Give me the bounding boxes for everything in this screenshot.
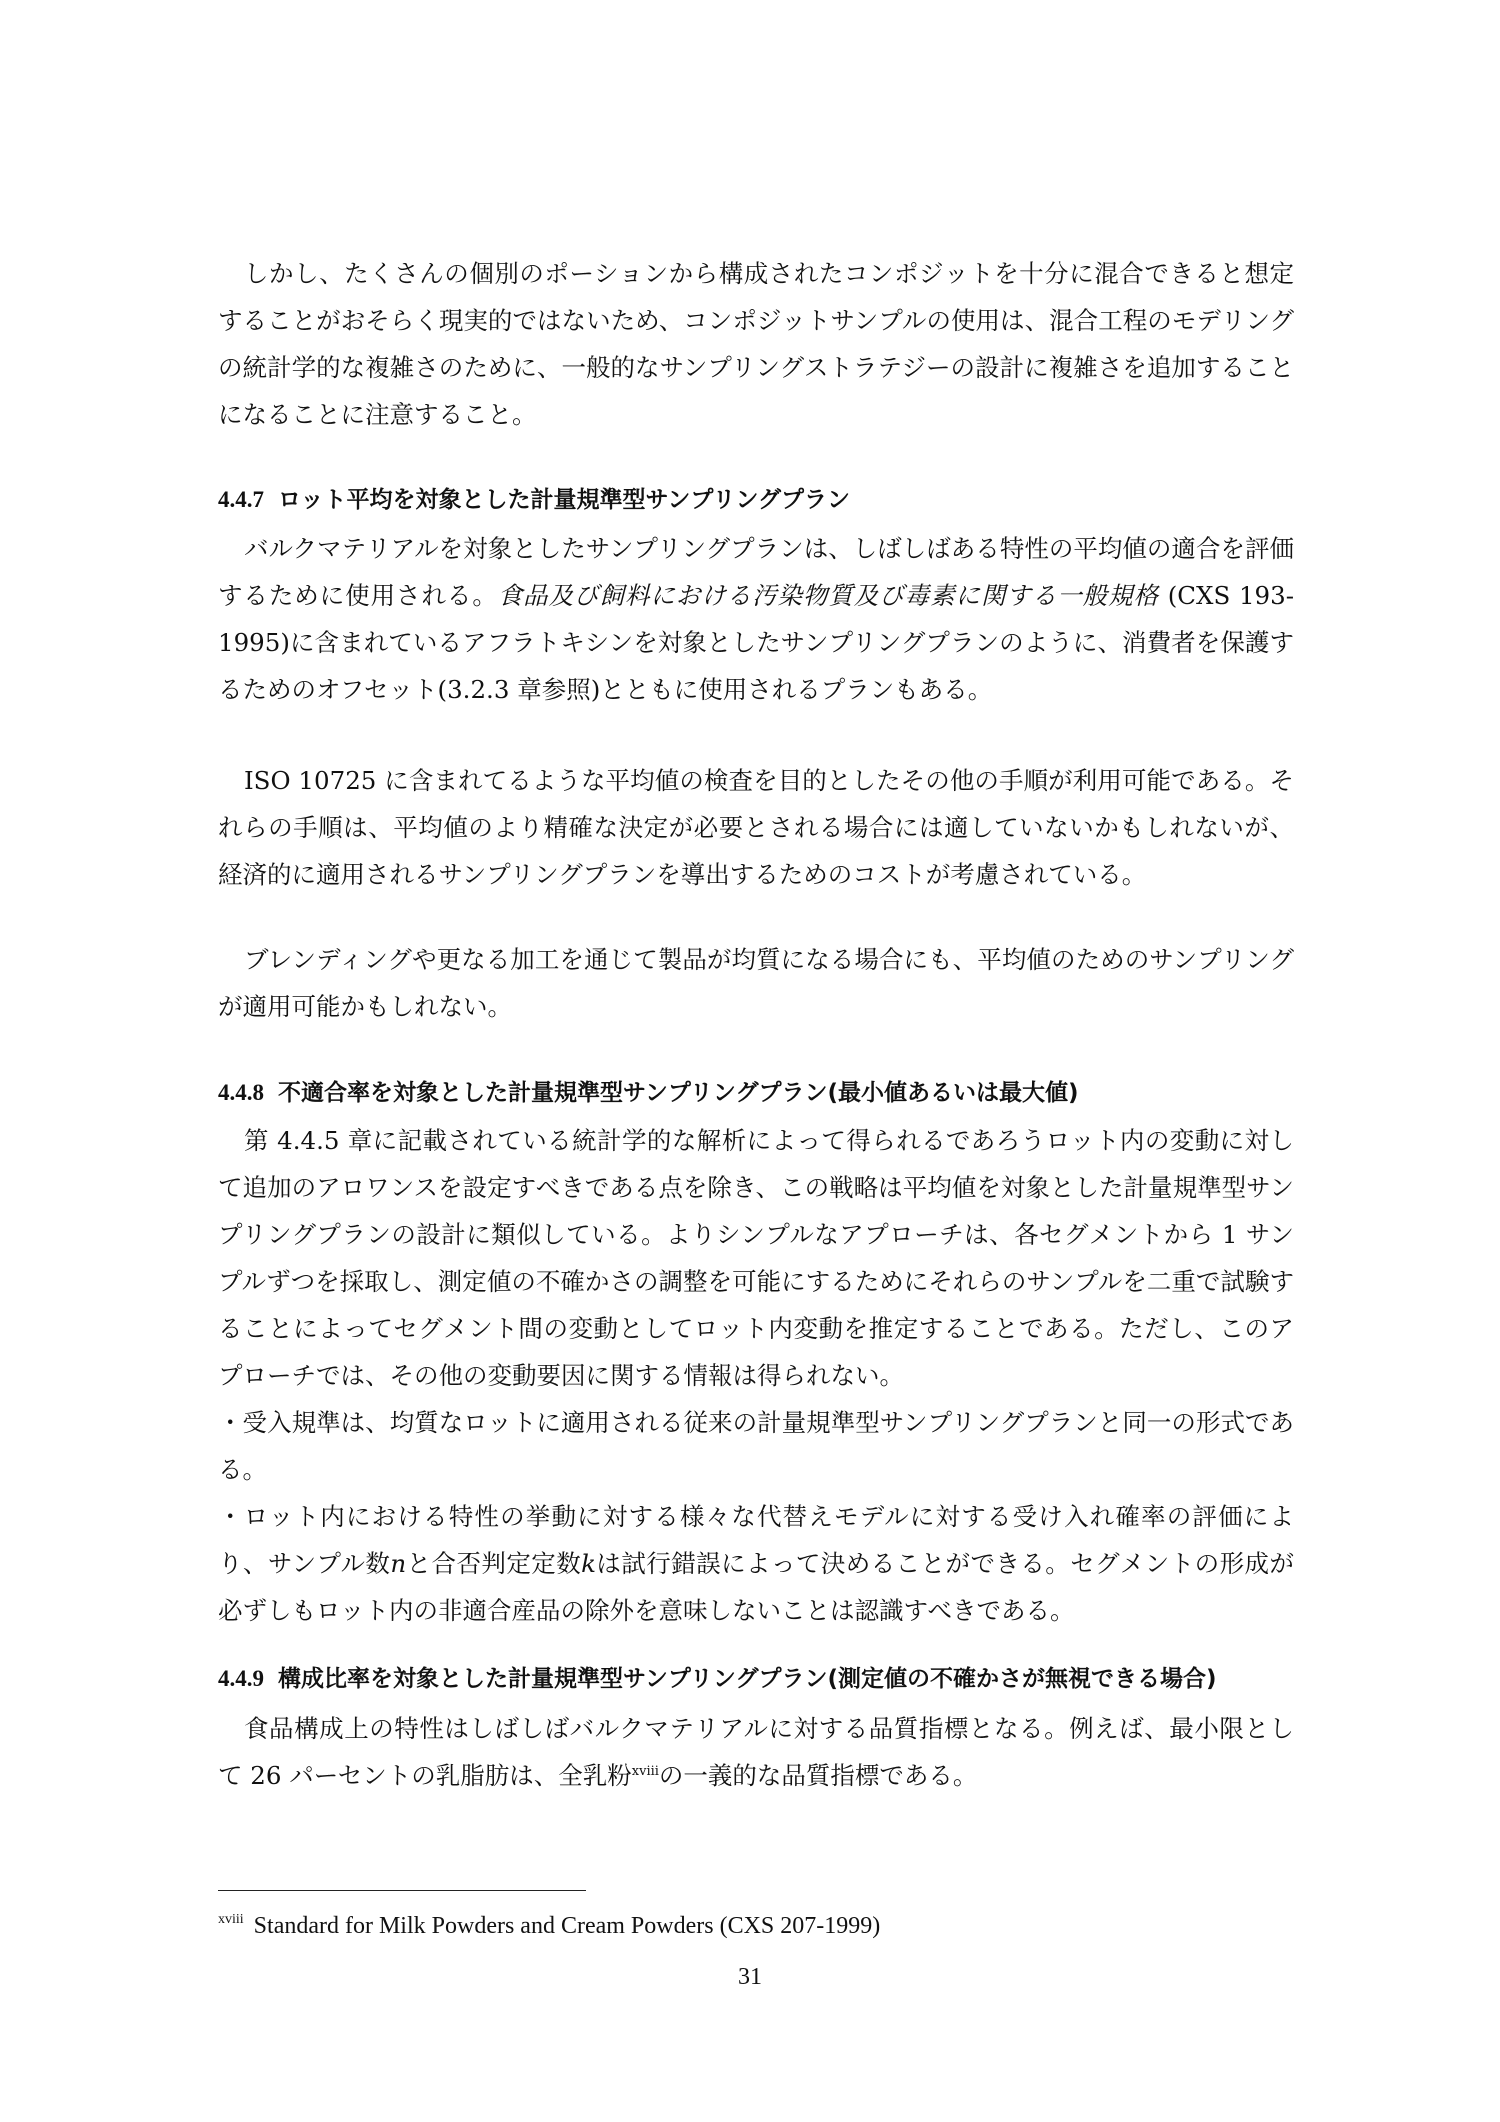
paragraph-milk-fat [218, 1705, 1294, 1799]
paragraph-lot-average-plan [218, 525, 1294, 713]
section-number: 4.4.7 [218, 487, 264, 512]
bullet-acceptance-criteria: ・受入規準は、均質なロットに適用される従来の計量規準型サンプリングプランと同一の形式である。 [218, 1408, 1294, 1484]
footnote-divider [218, 1890, 586, 1891]
section-heading-4-4-8 [218, 1073, 1294, 1113]
section-title: 不適合率を対象とした計量規準型サンプリングプラン(最小値あるいは最大値) [278, 1080, 1079, 1106]
section-heading-4-4-9 [218, 1659, 1294, 1699]
standard-title-italic: 食品及び飼料における汚染物質及び毒素に関する一般規格 [497, 581, 1159, 610]
paragraph-text: (CXS 193-1995)に含まれているアフラトキシンを対象としたサンプリングプランのように、消費者を保護するためのオフセット(3.2.3 章参照)とともに使用されるプランもある。 [218, 581, 1294, 704]
paragraph-iso-10725: ISO 10725 に含まれてるような平均値の検査を目的としたその他の手順が利用可能である。それらの手順は、平均値のより精確な決定が必要とされる場合には適していないかもしれないが、経済的に適用されるサンプリングプランを導出するためのコストが考慮されている。 [218, 766, 1294, 889]
footnote-text: Standard for Milk Powders and Cream Powders (CXS 207-1999) [253, 1913, 881, 1939]
paragraph-text: バルクマテリアルを対象としたサンプリングプランは、しばしばある特性の平均値の適合を評価するために使用される。 [218, 534, 1294, 610]
paragraph-text: 食品構成上の特性はしばしばバルクマテリアルに対する品質指標となる。例えば、最小限として 26 パーセントの乳脂肪は、全乳粉 [218, 1714, 1294, 1790]
footnote [218, 1910, 880, 1942]
section-number: 4.4.9 [218, 1666, 264, 1691]
bullet-text: は試行錯誤によって決めることができる。セグメントの形成が必ずしもロット内の非適合産品の除外を意味しないことは認識すべきである。 [218, 1549, 1294, 1625]
bullet-trial-and-error [218, 1493, 1294, 1634]
paragraph-text: の一義的な品質指標である。 [658, 1761, 978, 1790]
variable-k: k [581, 1549, 596, 1578]
page-number: 31 [738, 1964, 762, 1990]
paragraph-nonconformity-strategy: 第 4.4.5 章に記載されている統計学的な解析によって得られるであろうロット内の変動に対して追加のアロワンスを設定すべきである点を除き、この戦略は平均値を対象とした計量規準型サンプリングプランの設計に類似している。よりシンプルなアプローチは、各セグメントから 1 サンプルずつを採取し、測定値の不確かさの調整を可能にするためにそれらのサンプルを二重で試験することによってセグメント間の変動としてロット内変動を推定することである。ただし、このアプローチでは、その他の変動要因に関する情報は得られない。 [218, 1126, 1294, 1390]
footnote-reference[interactable]: xviii [631, 1763, 659, 1779]
bullet-text: と合否判定定数 [406, 1549, 582, 1578]
section-4-4-8-body [218, 1117, 1294, 1634]
section-title: ロット平均を対象とした計量規準型サンプリングプラン [278, 487, 851, 513]
variable-n: n [390, 1549, 407, 1578]
section-heading-4-4-7 [218, 480, 1294, 520]
paragraph-blending: ブレンディングや更なる加工を通じて製品が均質になる場合にも、平均値のためのサンプリングが適用可能かもしれない。 [218, 945, 1294, 1021]
footnote-mark: xviii [218, 1912, 244, 1927]
bullet-text: ・ロット内における特性の挙動に対する様々な代替えモデルに対する受け入れ確率の評価により、サンプル数 [218, 1502, 1294, 1578]
section-number: 4.4.8 [218, 1080, 264, 1105]
paragraph-composite-samples: しかし、たくさんの個別のポーションから構成されたコンポジットを十分に混合できると想定することがおそらく現実的ではないため、コンポジットサンプルの使用は、混合工程のモデリングの統計学的な複雑さのために、一般的なサンプリングストラテジーの設計に複雑さを追加することになることに注意すること。 [218, 259, 1294, 429]
section-title: 構成比率を対象とした計量規準型サンプリングプラン(測定値の不確かさが無視できる場合) [278, 1666, 1217, 1692]
